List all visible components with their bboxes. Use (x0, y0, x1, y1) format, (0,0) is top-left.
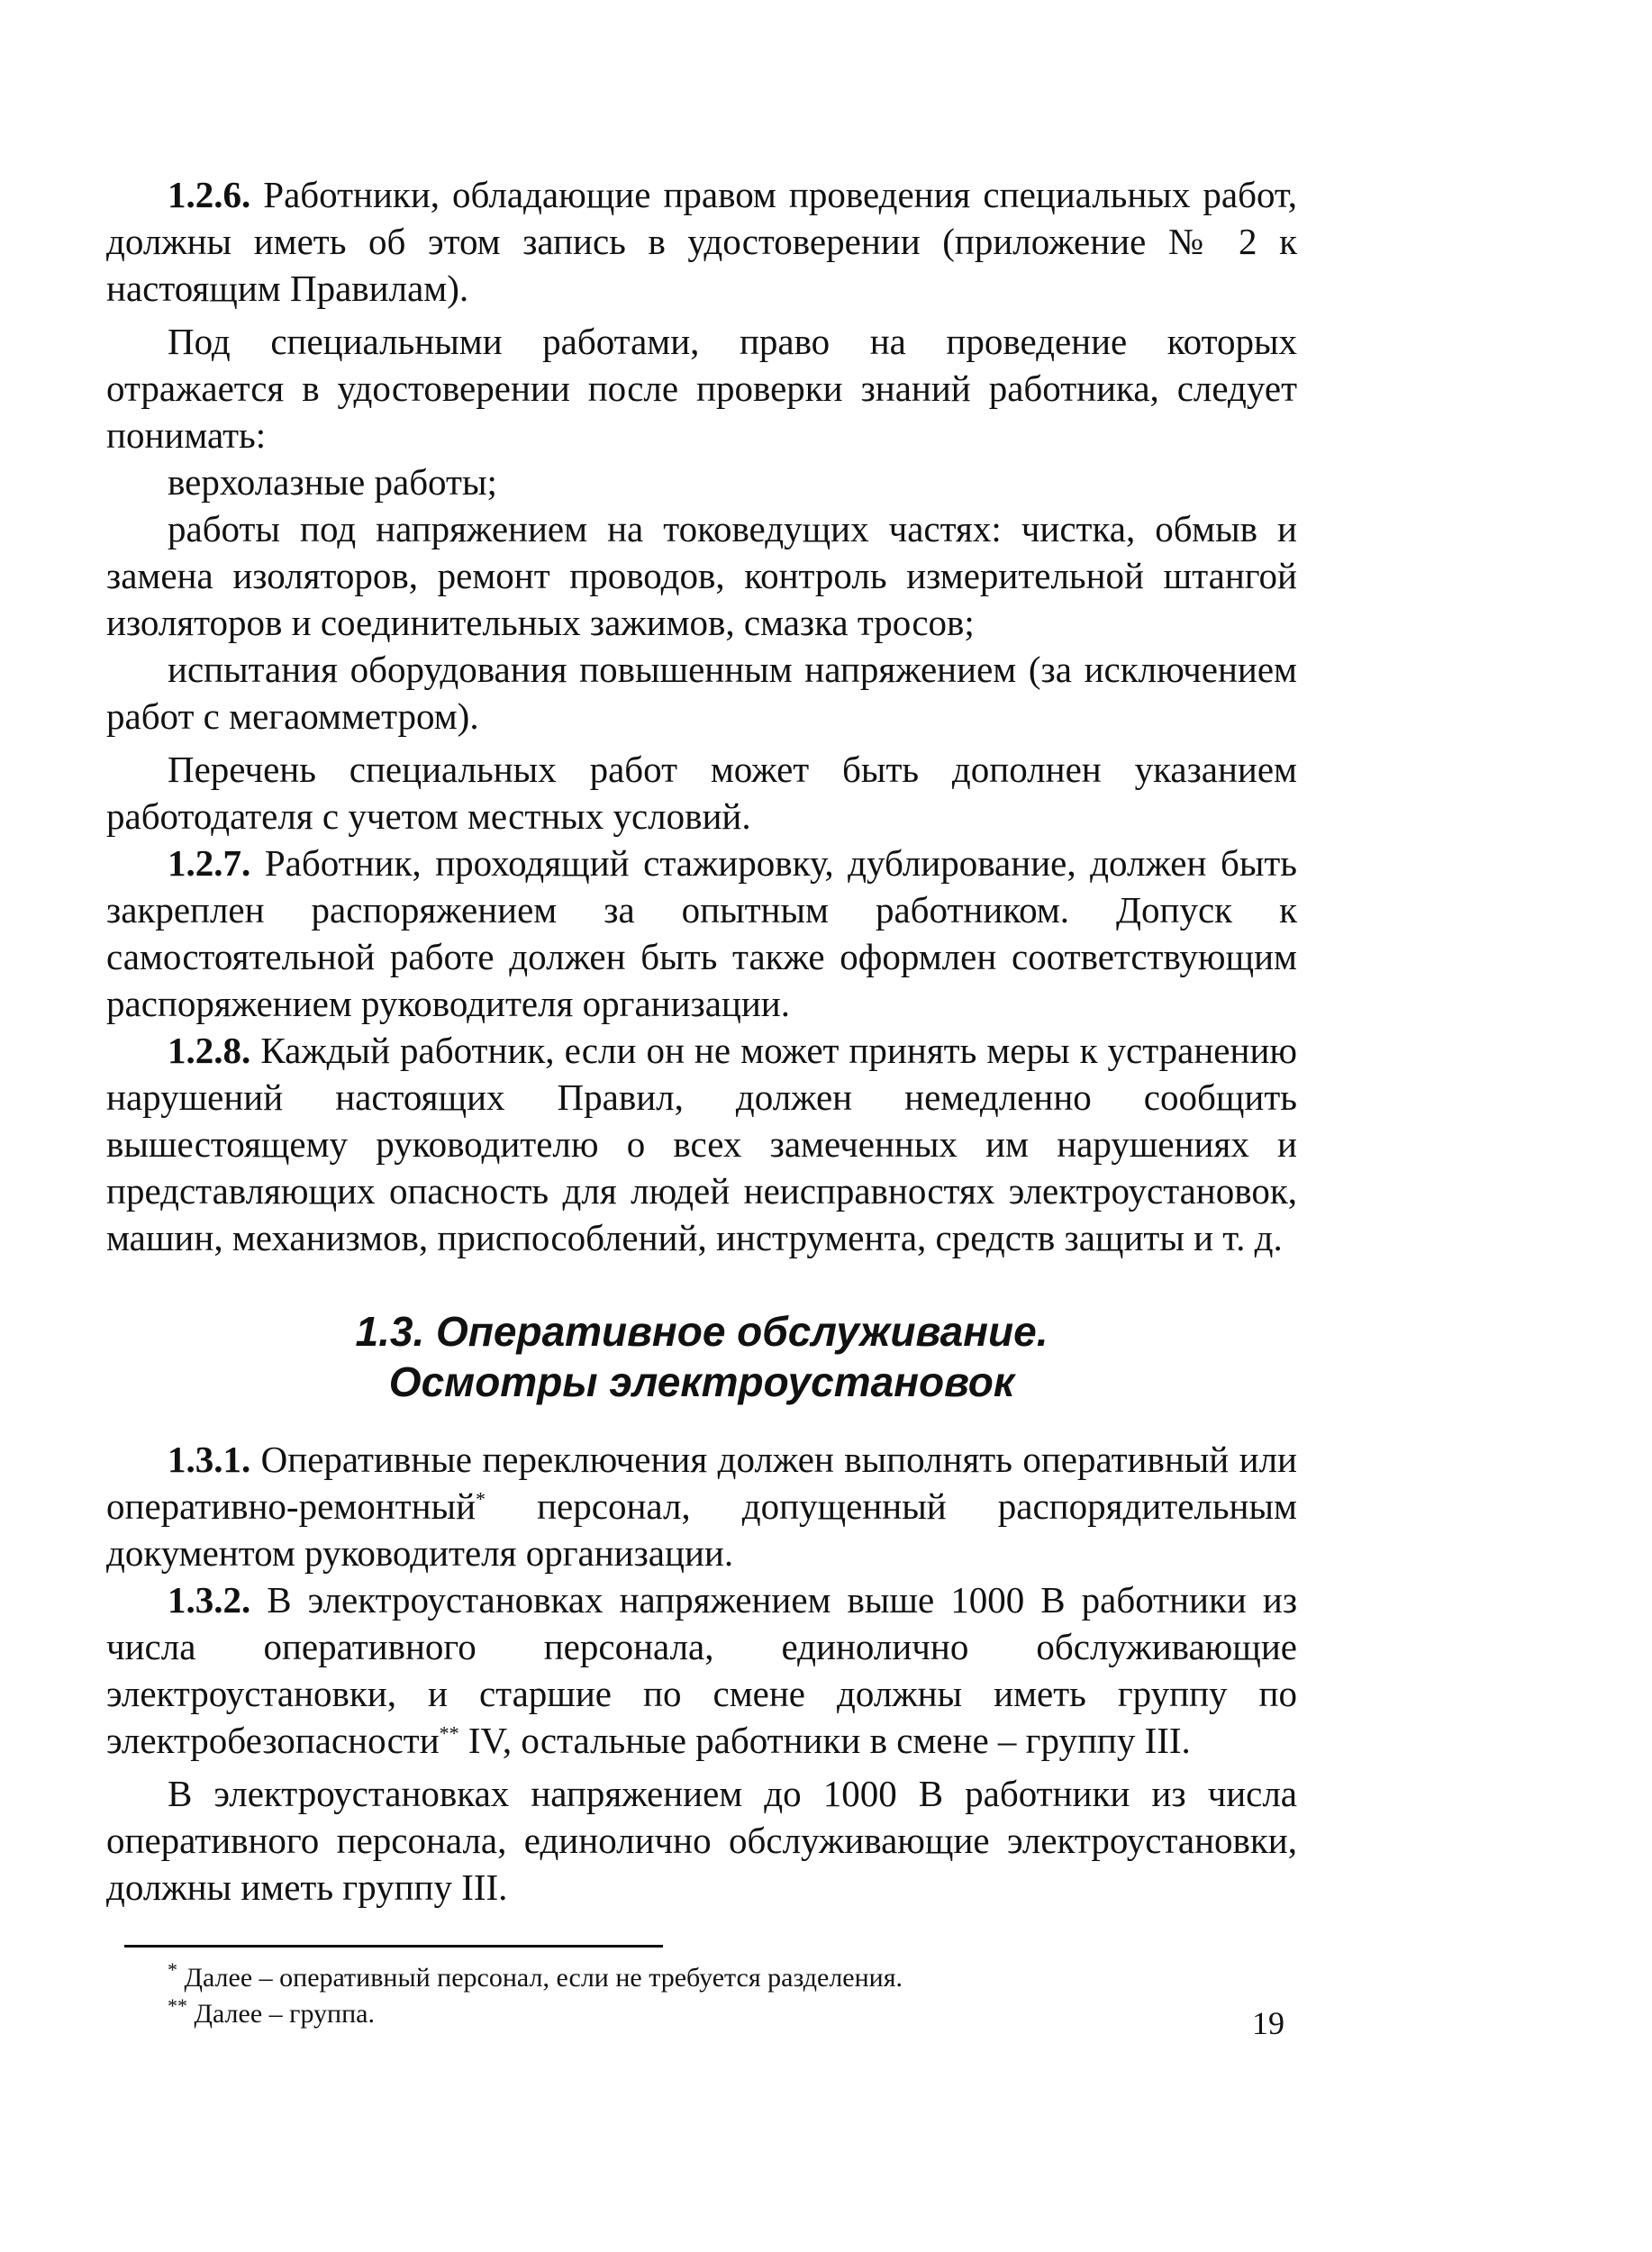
paragraph-1-2-7 (106, 840, 1297, 1027)
paragraph-special-works: Под специальными работами, право на проведение которых отражается в удостоверении после проверки знаний работника, следует понимать: (106, 321, 1297, 456)
clause-text: Каждый работник, если он не может принять меры к устранению нарушений настоящих Правил, должен немедленно сообщить вышестоящему руководителю о всех замеченных им нарушениях и представляющих опасность для людей неисправностях электроустановок, машин, механизмов, приспособлений, инструмента, средств защиты и т. д. (106, 1030, 1298, 1258)
clause-number: 1.3.1. (168, 1439, 251, 1480)
footnote-text: Далее – оперативный персонал, если не требуется разделения. (177, 1963, 903, 1993)
list-item-tests: испытания оборудования повышенным напряжением (за исключением работ с мегаомметром). (106, 649, 1297, 737)
paragraph-1-3-1 (106, 1436, 1297, 1576)
clause-text: В электроустановках напряжением выше 1000 В работники из числа оперативного персонала, единолично обслуживающие электроустановки, и старшие по смене должны иметь группу по электробезопасности (106, 1579, 1298, 1761)
clause-number: 1.2.6. (168, 174, 251, 215)
paragraph-up-to-1000v: В электроустановках напряжением до 1000 В работники из числа оперативного персонала, единолично обслуживающие электроустановки, должны иметь группу III. (106, 1773, 1297, 1908)
section-heading (106, 1306, 1297, 1407)
paragraph-1-3-2 (106, 1576, 1297, 1764)
footnote-text: Далее – группа. (187, 1999, 375, 2029)
clause-number: 1.2.8. (168, 1030, 251, 1071)
section-heading-line-2: Осмотры электроустановок (388, 1358, 1015, 1405)
footnote-mark: ** (168, 1994, 187, 2017)
paragraph-1-2-6 (106, 171, 1297, 312)
clause-text-cont: IV, остальные работники в смене – группу III. (458, 1720, 1191, 1761)
footnote-mark: * (168, 1958, 177, 1981)
footnote-ref: * (476, 1487, 486, 1511)
list-item-live-works: работы под напряжением на токоведущих частях: чистка, обмыв и замена изоляторов, ремонт проводов, контроль измерительной штангой изоляторов и соединительных зажимов, смазка тросов; (106, 508, 1297, 643)
clause-number: 1.3.2. (168, 1579, 251, 1621)
page-number: 19 (1252, 2005, 1284, 2041)
document-page (106, 171, 1297, 2032)
footnote-divider (124, 1945, 663, 1948)
footnote-1 (168, 1960, 1297, 1996)
footnote-ref: ** (439, 1721, 459, 1745)
clause-text: Работник, проходящий стажировку, дублирование, должен быть закреплен распоряжением за опытным работником. Допуск к самостоятельной работе должен быть также оформлен соответствующим распоряжением руководителя организации. (106, 842, 1298, 1024)
list-item-high-altitude: верхолазные работы; (168, 461, 497, 503)
clause-text-cont: персонал, допущенный распорядительным документом руководителя организации. (106, 1485, 1297, 1574)
footnote-2 (168, 1996, 1297, 2032)
clause-text: Оперативные переключения должен выполнять оперативный или оперативно-ремонтный (106, 1439, 1298, 1527)
clause-number: 1.2.7. (168, 842, 251, 884)
clause-text: Работники, обладающие правом проведения специальных работ, должны иметь об этом запись в удостоверении (приложение № 2 к настоящим Правилам). (106, 174, 1297, 309)
paragraph-list-extension: Перечень специальных работ может быть дополнен указанием работодателя с учетом местных условий. (106, 749, 1297, 837)
section-heading-line-1: 1.3. Оперативное обслуживание. (355, 1308, 1048, 1355)
paragraph-1-2-8 (106, 1027, 1297, 1261)
